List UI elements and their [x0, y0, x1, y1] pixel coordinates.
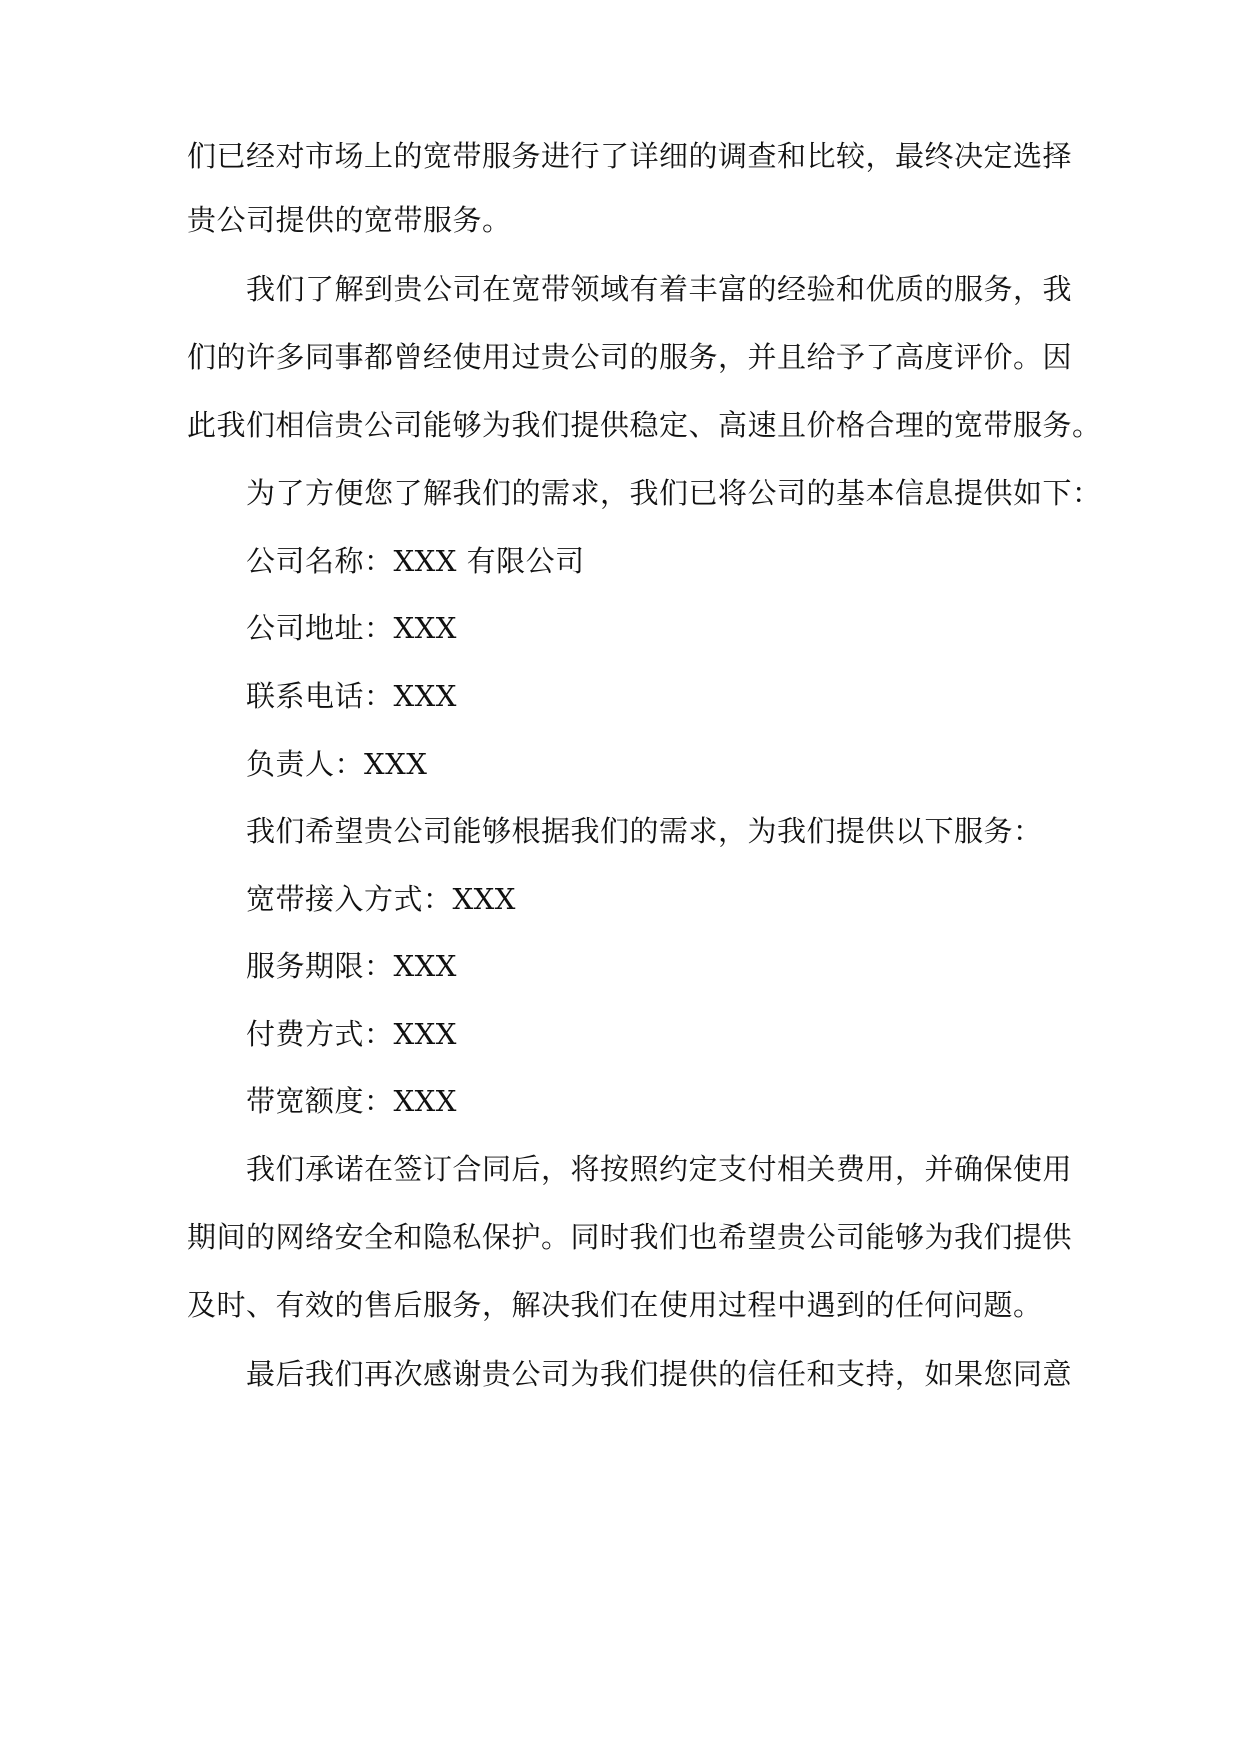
service-payment-method: 付费方式：XXX	[246, 1017, 457, 1051]
paragraph-line: 们的许多同事都曾经使用过贵公司的服务，并且给予了高度评价。因	[187, 340, 1073, 374]
paragraph-line: 我们了解到贵公司在宽带领域有着丰富的经验和优质的服务，我	[246, 272, 1073, 306]
service-access-method: 宽带接入方式：XXX	[246, 882, 516, 916]
info-contact-phone: 联系电话：XXX	[246, 679, 457, 713]
paragraph-line: 期间的网络安全和隐私保护。同时我们也希望贵公司能够为我们提供	[187, 1220, 1073, 1254]
info-company-name: 公司名称：XXX 有限公司	[246, 544, 585, 578]
info-company-address: 公司地址：XXX	[246, 611, 457, 645]
paragraph-line: 此我们相信贵公司能够为我们提供稳定、高速且价格合理的宽带服务。	[187, 408, 1102, 442]
paragraph-line: 贵公司提供的宽带服务。	[187, 203, 512, 237]
info-person-in-charge: 负责人：XXX	[246, 747, 428, 781]
paragraph-line: 最后我们再次感谢贵公司为我们提供的信任和支持，如果您同意	[246, 1357, 1073, 1391]
service-bandwidth-quota: 带宽额度：XXX	[246, 1084, 457, 1118]
paragraph-line: 我们希望贵公司能够根据我们的需求，为我们提供以下服务：	[246, 814, 1043, 848]
paragraph-line: 及时、有效的售后服务，解决我们在使用过程中遇到的任何问题。	[187, 1288, 1043, 1322]
paragraph-line: 为了方便您了解我们的需求，我们已将公司的基本信息提供如下：	[246, 476, 1102, 510]
service-term: 服务期限：XXX	[246, 949, 457, 983]
paragraph-line: 们已经对市场上的宽带服务进行了详细的调查和比较，最终决定选择	[187, 139, 1073, 173]
paragraph-line: 我们承诺在签订合同后，将按照约定支付相关费用，并确保使用	[246, 1152, 1073, 1186]
